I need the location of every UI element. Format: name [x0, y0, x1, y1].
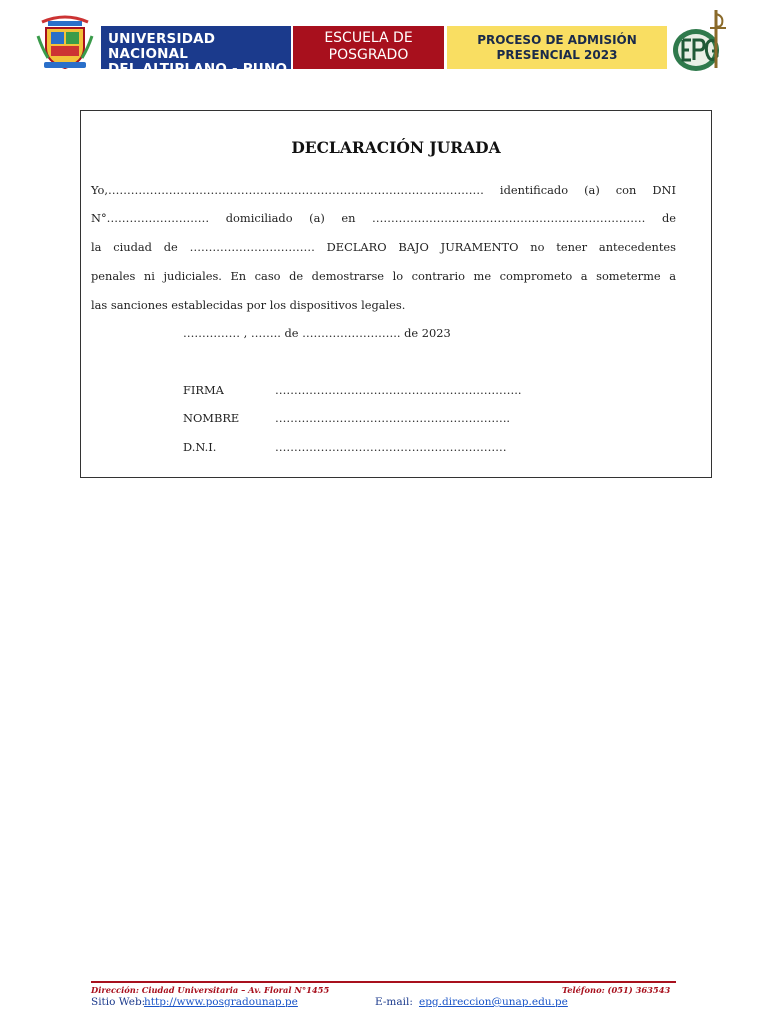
- footer-email-label: E-mail:: [375, 996, 413, 1008]
- declaration-line-4: penales ni judiciales. En caso de demostrarse lo contrario me comprometo a someterme a: [91, 269, 676, 283]
- footer-address: Dirección: Ciudad Universitaria – Av. Floral N°1455: [91, 985, 330, 995]
- name-label: NOMBRE: [183, 411, 240, 425]
- date-line: …………… , …….. de …………………….. de 2023: [183, 326, 451, 340]
- epg-logo: [670, 6, 732, 76]
- signature-field: ………………………………………………………..: [275, 383, 522, 397]
- footer-website-link[interactable]: http://www.posgradounap.pe: [144, 996, 298, 1008]
- footer-email-link[interactable]: epg.direccion@unap.edu.pe: [419, 996, 568, 1008]
- signature-label: FIRMA: [183, 383, 224, 397]
- university-name-banner: [101, 26, 291, 77]
- footer-web-label: Sitio Web:: [91, 996, 146, 1008]
- declaration-line-3: la ciudad de …………………………… DECLARO BAJO JURAMENTO no tener antecedentes: [91, 240, 676, 254]
- school-name-banner: [293, 26, 444, 69]
- footer-divider: [91, 981, 676, 983]
- declaration-line-1: Yo,……………………………………………………………………………………… identificado (a) con DNI: [91, 183, 676, 197]
- university-name-line2: DEL ALTIPLANO - PUNO: [108, 61, 288, 77]
- footer-phone: Teléfono: (051) 363543: [562, 985, 671, 995]
- school-name-line1: ESCUELA DE: [324, 30, 413, 46]
- school-name-line2: POSGRADO: [328, 47, 409, 63]
- dni-label: D.N.I.: [183, 440, 217, 454]
- admission-process-banner: [447, 26, 667, 69]
- declaration-line-2: N°……………………… domiciliado (a) en ……………………………………………………………… de: [91, 211, 676, 225]
- unap-crest-logo: [36, 12, 94, 70]
- declaration-line-5: las sanciones establecidas por los dispositivos legales.: [91, 298, 406, 312]
- process-line1: PROCESO DE ADMISIÓN: [477, 33, 637, 47]
- declaration-title: DECLARACIÓN JURADA: [291, 138, 501, 157]
- dni-field: …………………………………………………….: [275, 440, 507, 454]
- university-name-line1: UNIVERSIDAD NACIONAL: [108, 31, 216, 62]
- name-field: ……………………………………………………..: [275, 411, 511, 425]
- process-line2: PRESENCIAL 2023: [496, 48, 618, 62]
